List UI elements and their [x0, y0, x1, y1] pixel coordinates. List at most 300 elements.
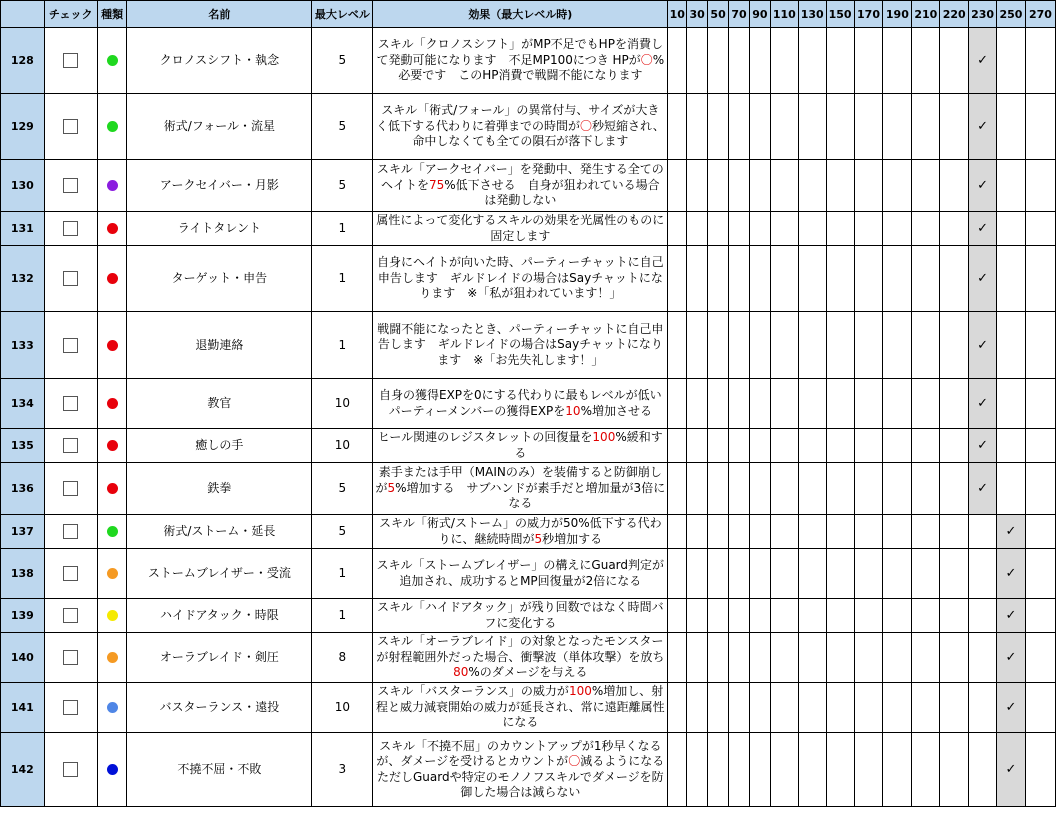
level-cell-90: [749, 599, 770, 633]
level-cell-270: [1025, 246, 1055, 312]
effect-highlight: 100: [568, 684, 592, 699]
level-cell-110: [770, 246, 798, 312]
level-cell-110: [770, 212, 798, 246]
table-row: [1, 312, 1056, 379]
skill-max-level: 1: [312, 212, 373, 246]
level-cell-10: [668, 683, 687, 733]
level-cell-220: [940, 28, 969, 94]
type-dot-icon: [107, 121, 118, 132]
table-row: [1, 94, 1056, 160]
effect-text: 秒増加する: [542, 531, 603, 546]
level-cell-10: [668, 379, 687, 429]
row-number: 134: [1, 379, 45, 429]
effect-text: %増加する サブハンドが素手だと増加量が3倍になる: [395, 480, 666, 511]
header-row: [1, 1, 1056, 28]
row-checkbox[interactable]: [63, 700, 78, 715]
level-cell-250: [997, 312, 1026, 379]
level-cell-230: [969, 549, 997, 599]
skill-name: 術式/フォール・流星: [127, 94, 312, 160]
level-cell-130: [798, 515, 826, 549]
effect-text: %増加させる: [580, 403, 652, 418]
type-dot-icon: [107, 440, 118, 451]
effect-text: 素手または手甲（MAINのみ）を装備すると防御崩しが: [375, 465, 662, 495]
level-cell-150: [826, 312, 854, 379]
row-type-cell: [97, 160, 127, 212]
level-cell-110: [770, 463, 798, 515]
level-cell-250: [997, 379, 1026, 429]
row-type-cell: [97, 633, 127, 683]
effect-text: 自身の獲得EXPを0にする代わりに最もレベルが低いパーティーメンバーの獲得EXPを: [378, 388, 662, 418]
level-cell-10: [668, 733, 687, 807]
level-cell-30: [687, 599, 708, 633]
level-cell-270: [1025, 549, 1055, 599]
skill-name: ライトタレント: [127, 212, 312, 246]
row-type-cell: [97, 312, 127, 379]
level-cell-190: [883, 683, 912, 733]
level-cell-190: [883, 312, 912, 379]
skill-name: ハイドアタック・時限: [127, 599, 312, 633]
skill-effect: [373, 246, 668, 312]
skill-max-level: 3: [312, 733, 373, 807]
level-cell-210: [912, 312, 940, 379]
level-cell-230: [969, 160, 997, 212]
row-checkbox[interactable]: [63, 566, 78, 581]
level-cell-130: [798, 212, 826, 246]
row-number: 137: [1, 515, 45, 549]
type-dot-icon: [107, 610, 118, 621]
row-checkbox[interactable]: [63, 221, 78, 236]
skill-name: オーラブレイド・剣圧: [127, 633, 312, 683]
level-cell-170: [854, 463, 883, 515]
row-type-cell: [97, 733, 127, 807]
level-cell-210: [912, 633, 940, 683]
level-cell-150: [826, 683, 854, 733]
level-cell-30: [687, 94, 708, 160]
level-cell-130: [798, 549, 826, 599]
header-check: チェック: [44, 1, 97, 28]
level-cell-50: [708, 429, 729, 463]
row-checkbox[interactable]: [63, 396, 78, 411]
type-dot-icon: [107, 180, 118, 191]
level-cell-10: [668, 212, 687, 246]
effect-text: スキル「アークセイバー」を発動中、発生する全てのヘイトを: [376, 162, 664, 192]
effect-text: スキル「オーラブレイド」の対象となったモンスターが射程範囲外だった場合、衝撃波（単体攻撃）を放ち: [376, 634, 665, 664]
skill-effect: [373, 94, 668, 160]
level-cell-10: [668, 246, 687, 312]
level-cell-30: [687, 379, 708, 429]
level-cell-170: [854, 549, 883, 599]
header-level-130: 130: [798, 1, 826, 28]
level-cell-130: [798, 379, 826, 429]
type-dot-icon: [107, 223, 118, 234]
row-check-cell: [44, 379, 97, 429]
level-cell-110: [770, 633, 798, 683]
level-cell-70: [729, 633, 750, 683]
skill-max-level: 10: [312, 683, 373, 733]
table-row: [1, 28, 1056, 94]
row-number: 135: [1, 429, 45, 463]
row-checkbox[interactable]: [63, 608, 78, 623]
skill-effect: [373, 28, 668, 94]
effect-text: 属性によって変化するスキルの効果を光属性のものに固定します: [376, 213, 665, 243]
level-cell-170: [854, 683, 883, 733]
row-number: 138: [1, 549, 45, 599]
level-cell-30: [687, 733, 708, 807]
type-dot-icon: [107, 273, 118, 284]
effect-text: スキル「不撓不屈」のカウントアップが1秒早くなるが、ダメージを受けるとカウントが: [376, 738, 662, 768]
level-cell-230: [969, 94, 997, 160]
level-cell-190: [883, 246, 912, 312]
level-cell-70: [729, 28, 750, 94]
level-cell-190: [883, 94, 912, 160]
level-cell-130: [798, 28, 826, 94]
header-effect: 効果（最大レベル時): [373, 1, 668, 28]
skill-max-level: 5: [312, 515, 373, 549]
level-cell-270: [1025, 633, 1055, 683]
row-check-cell: [44, 28, 97, 94]
level-cell-110: [770, 379, 798, 429]
row-number: 132: [1, 246, 45, 312]
level-cell-210: [912, 429, 940, 463]
level-cell-110: [770, 28, 798, 94]
level-cell-130: [798, 429, 826, 463]
header-level-10: 10: [668, 1, 687, 28]
level-cell-50: [708, 246, 729, 312]
row-checkbox[interactable]: [63, 762, 78, 777]
level-cell-210: [912, 28, 940, 94]
row-check-cell: [44, 212, 97, 246]
check-mark-icon: ✓: [977, 119, 989, 134]
level-cell-150: [826, 633, 854, 683]
level-cell-90: [749, 429, 770, 463]
table-row: [1, 212, 1056, 246]
level-cell-130: [798, 733, 826, 807]
header-level-110: 110: [770, 1, 798, 28]
table-body: [1, 28, 1056, 807]
level-cell-250: [997, 733, 1026, 807]
level-cell-210: [912, 94, 940, 160]
level-cell-150: [826, 599, 854, 633]
level-cell-150: [826, 463, 854, 515]
check-mark-icon: ✓: [977, 221, 989, 236]
effect-highlight: 〇: [579, 118, 592, 133]
skill-name: ターゲット・申告: [127, 246, 312, 312]
skill-effect: [373, 599, 668, 633]
type-dot-icon: [107, 702, 118, 713]
level-cell-220: [940, 599, 969, 633]
header-level-170: 170: [854, 1, 883, 28]
level-cell-170: [854, 28, 883, 94]
level-cell-250: [997, 515, 1026, 549]
skill-name: ストームブレイザー・受流: [127, 549, 312, 599]
level-cell-150: [826, 160, 854, 212]
skill-name: クロノスシフト・執念: [127, 28, 312, 94]
skill-effect: [373, 733, 677, 807]
level-cell-270: [1025, 429, 1055, 463]
level-cell-30: [687, 633, 708, 683]
level-cell-190: [883, 633, 912, 683]
type-dot-icon: [107, 652, 118, 663]
row-number: 130: [1, 160, 45, 212]
skill-name: 術式/ストーム・延長: [127, 515, 312, 549]
level-cell-10: [668, 160, 687, 212]
level-cell-90: [749, 28, 770, 94]
effect-highlight: 〇: [568, 754, 581, 768]
row-checkbox[interactable]: [63, 438, 78, 453]
level-cell-90: [749, 379, 770, 429]
check-mark-icon: ✓: [977, 178, 989, 193]
effect-text: ヒール関連のレジスタレットの回復量を: [377, 430, 593, 444]
level-cell-220: [940, 515, 969, 549]
row-number: 142: [1, 733, 45, 807]
row-checkbox[interactable]: [63, 178, 78, 193]
effect-text: 自身にヘイトが向いた時、パーティーチャットに自己申告します ギルドレイドの場合はSayチャットになります ※「私が狙われています！」: [376, 255, 664, 301]
level-cell-50: [708, 463, 729, 515]
level-cell-220: [940, 733, 969, 807]
check-mark-icon: ✓: [1005, 524, 1017, 539]
level-cell-150: [826, 733, 854, 807]
type-dot-icon: [107, 55, 118, 66]
level-cell-250: [997, 463, 1026, 515]
row-checkbox[interactable]: [63, 338, 78, 353]
level-cell-230: [969, 463, 997, 515]
table-row: [1, 633, 1056, 683]
level-cell-220: [940, 312, 969, 379]
level-cell-230: [969, 599, 997, 633]
level-cell-50: [708, 599, 729, 633]
level-cell-220: [940, 429, 969, 463]
level-cell-70: [729, 463, 750, 515]
row-checkbox[interactable]: [63, 119, 78, 134]
level-cell-230: [969, 212, 997, 246]
level-cell-50: [708, 379, 729, 429]
skill-name: 不撓不屈・不敗: [127, 733, 312, 807]
header-level-250: 250: [997, 1, 1026, 28]
level-cell-90: [749, 160, 770, 212]
check-mark-icon: ✓: [1005, 650, 1017, 665]
skill-max-level: 5: [312, 160, 373, 212]
level-cell-70: [729, 733, 750, 807]
row-number: 133: [1, 312, 45, 379]
effect-text: %のダメージを与える: [468, 665, 588, 680]
level-cell-150: [826, 246, 854, 312]
effect-text: %緩和する: [514, 430, 663, 460]
check-mark-icon: ✓: [977, 396, 989, 411]
table-row: [1, 599, 1056, 633]
row-check-cell: [44, 94, 97, 160]
level-cell-130: [798, 160, 826, 212]
row-check-cell: [44, 160, 97, 212]
level-cell-270: [1025, 28, 1055, 94]
type-dot-icon: [107, 398, 118, 409]
level-cell-150: [826, 429, 854, 463]
header-type: 種類: [97, 1, 127, 28]
row-check-cell: [44, 429, 97, 463]
level-cell-70: [729, 599, 750, 633]
level-cell-220: [940, 94, 969, 160]
row-check-cell: [44, 683, 97, 733]
header-name: 名前: [127, 1, 312, 28]
level-cell-270: [1025, 683, 1055, 733]
level-cell-230: [969, 246, 997, 312]
row-checkbox[interactable]: [63, 481, 78, 496]
row-check-cell: [44, 599, 97, 633]
level-cell-230: [969, 379, 997, 429]
level-cell-130: [798, 463, 826, 515]
skill-max-level: 1: [312, 599, 373, 633]
level-cell-130: [798, 94, 826, 160]
header-level-50: 50: [708, 1, 729, 28]
level-cell-210: [912, 379, 940, 429]
level-cell-50: [708, 94, 729, 160]
row-number: 140: [1, 633, 45, 683]
level-cell-250: [997, 683, 1026, 733]
skill-max-level: 8: [312, 633, 373, 683]
level-cell-90: [749, 733, 770, 807]
skill-name: 癒しの手: [127, 429, 312, 463]
level-cell-270: [1025, 463, 1055, 515]
check-mark-icon: ✓: [977, 438, 989, 453]
level-cell-270: [1025, 160, 1055, 212]
level-cell-210: [912, 212, 940, 246]
row-type-cell: [97, 28, 127, 94]
level-cell-10: [668, 312, 687, 379]
level-cell-30: [687, 246, 708, 312]
row-number: 136: [1, 463, 45, 515]
header-number: [1, 1, 45, 28]
level-cell-130: [798, 246, 826, 312]
effect-text: 戦闘不能になったとき、パーティーチャットに自己申告します ギルドレイドの場合はSayチャットになります ※「お先失礼します！」: [377, 321, 664, 367]
level-cell-70: [729, 246, 750, 312]
table-row: [1, 549, 1056, 599]
header-level-270: 270: [1025, 1, 1055, 28]
level-cell-10: [668, 429, 687, 463]
level-cell-230: [969, 28, 997, 94]
check-mark-icon: ✓: [1005, 700, 1017, 715]
type-dot-icon: [107, 526, 118, 537]
row-number: 141: [1, 683, 45, 733]
level-cell-70: [729, 160, 750, 212]
level-cell-210: [912, 160, 940, 212]
effect-text: 減るようになる ただしGuardや特定のモノノフスキルでダメージを防御した場合は減らない: [376, 754, 677, 799]
level-cell-250: [997, 633, 1026, 683]
skill-effect: [373, 549, 668, 599]
check-mark-icon: ✓: [1005, 566, 1017, 581]
skill-effect: [373, 683, 668, 733]
level-cell-150: [826, 379, 854, 429]
level-cell-130: [798, 633, 826, 683]
level-cell-210: [912, 683, 940, 733]
skill-max-level: 1: [312, 312, 373, 379]
table-row: [1, 160, 1056, 212]
level-cell-70: [729, 515, 750, 549]
table-row: [1, 733, 1056, 807]
effect-text: %必要です このHP消費で戦闘不能になります: [398, 52, 665, 83]
level-cell-130: [798, 599, 826, 633]
effect-text: %低下させる 自身が狙われている場合は発動しない: [444, 177, 660, 208]
level-cell-90: [749, 683, 770, 733]
skill-effect: [373, 463, 668, 515]
table-row: [1, 246, 1056, 312]
row-checkbox[interactable]: [63, 524, 78, 539]
level-cell-170: [854, 599, 883, 633]
row-type-cell: [97, 463, 127, 515]
skill-max-level: 1: [312, 549, 373, 599]
level-cell-10: [668, 599, 687, 633]
row-type-cell: [97, 246, 127, 312]
table-row: [1, 683, 1056, 733]
row-number: 129: [1, 94, 45, 160]
level-cell-170: [854, 429, 883, 463]
check-mark-icon: ✓: [1005, 608, 1017, 623]
level-cell-50: [708, 549, 729, 599]
row-checkbox[interactable]: [63, 650, 78, 665]
row-type-cell: [97, 429, 127, 463]
row-checkbox[interactable]: [63, 271, 78, 286]
skill-effect: [373, 515, 668, 549]
effect-highlight: 75: [428, 177, 445, 192]
header-level-210: 210: [912, 1, 940, 28]
row-check-cell: [44, 312, 97, 379]
level-cell-90: [749, 463, 770, 515]
level-cell-220: [940, 463, 969, 515]
level-cell-190: [883, 379, 912, 429]
level-cell-190: [883, 515, 912, 549]
effect-highlight: 5: [387, 480, 396, 495]
effect-text: スキル「ハイドアタック」が残り回数ではなく時間バフに変化する: [376, 600, 664, 630]
level-cell-110: [770, 733, 798, 807]
row-check-cell: [44, 246, 97, 312]
level-cell-70: [729, 429, 750, 463]
skill-max-level: 1: [312, 246, 373, 312]
header-level-190: 190: [883, 1, 912, 28]
row-check-cell: [44, 463, 97, 515]
row-checkbox[interactable]: [63, 53, 78, 68]
skill-effect: [373, 212, 668, 246]
header-level-70: 70: [729, 1, 750, 28]
level-cell-210: [912, 463, 940, 515]
level-cell-70: [729, 312, 750, 379]
effect-text: スキル「術式/ストーム」の威力が50%低下する代わりに、継続時間が: [379, 516, 662, 546]
level-cell-190: [883, 599, 912, 633]
check-mark-icon: ✓: [977, 271, 989, 286]
level-cell-30: [687, 312, 708, 379]
level-cell-190: [883, 549, 912, 599]
level-cell-250: [997, 429, 1026, 463]
level-cell-230: [969, 515, 997, 549]
header-max-level: 最大レベル: [312, 1, 373, 28]
level-cell-150: [826, 212, 854, 246]
table-row: [1, 515, 1056, 549]
level-cell-110: [770, 94, 798, 160]
level-cell-230: [969, 429, 997, 463]
level-cell-70: [729, 683, 750, 733]
level-cell-210: [912, 246, 940, 312]
level-cell-170: [854, 515, 883, 549]
skill-effect: [373, 160, 668, 212]
level-cell-250: [997, 160, 1026, 212]
level-cell-90: [749, 549, 770, 599]
skill-effect: [373, 429, 668, 463]
row-check-cell: [44, 549, 97, 599]
effect-text: スキル「ストームブレイザー」の構えにGuard判定が追加され、成功するとMP回復量が2倍になる: [376, 558, 665, 588]
level-cell-210: [912, 549, 940, 599]
level-cell-170: [854, 312, 883, 379]
header-level-220: 220: [940, 1, 969, 28]
level-cell-150: [826, 515, 854, 549]
row-check-cell: [44, 733, 97, 807]
level-cell-130: [798, 683, 826, 733]
